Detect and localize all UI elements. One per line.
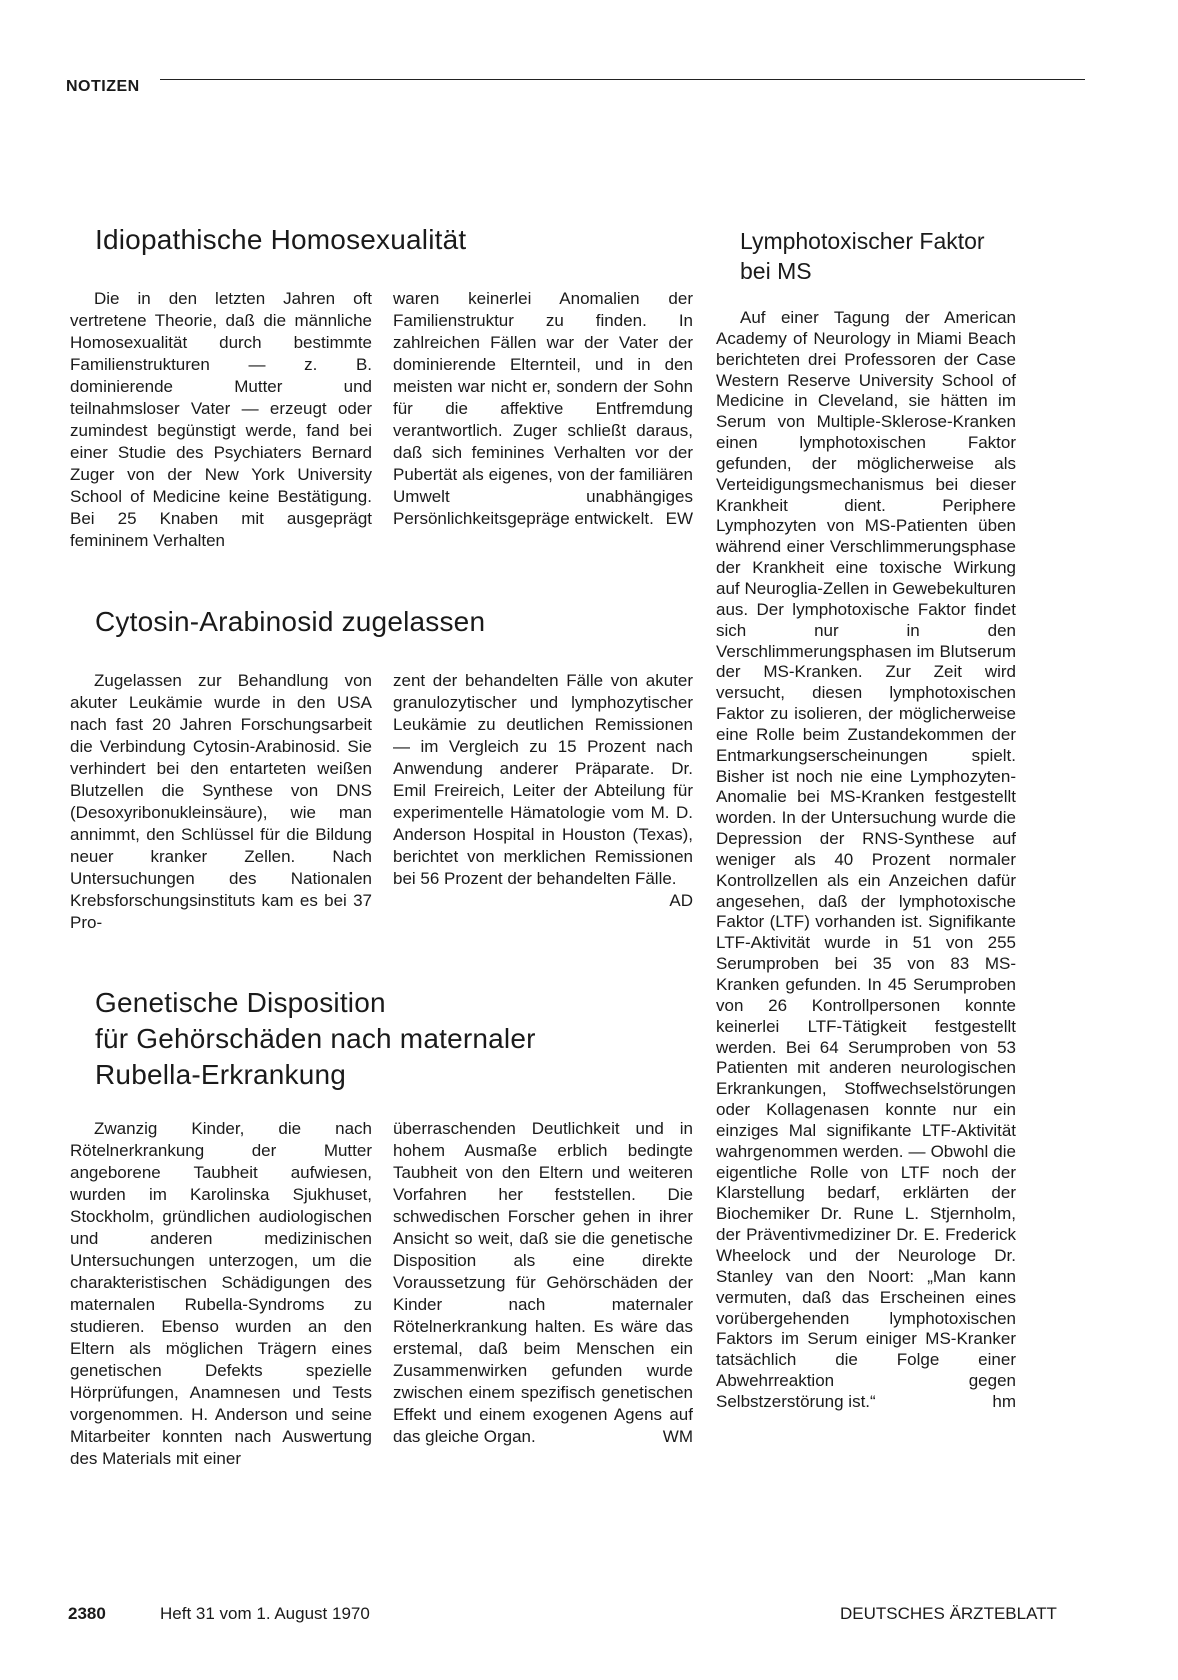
article-text: waren keinerlei Anomalien der Familienstruktur zu finden. In zahlreichen Fällen war der Vater der dominierende Elternteil, und in den meisten war nicht er, sondern der Sohn für die affektive Entfremdung verantwortlich. Zuger schließt daraus, daß sich feminines Verhalten vor der Pubertät als eigenes, von der familiären Umwelt unabhängiges Persönlichkeitsgepräge entwickelt. [393,289,693,528]
sidebar-column [716,308,1016,1413]
article-1-column-2 [393,288,693,530]
article-text: Auf einer Tagung der American Academy of Neurology in Miami Beach berichteten drei Professoren der Case Western Reserve University School of Medicine in Cleveland, sie hätten im Serum von Multiple-Sklerose-Kranken einen lymphotoxischen Faktor gefunden, der möglicherweise als Verteidigungsmechanismus bei dieser Krankheit dient. Periphere Lymphozyten von MS-Patienten üben während einer Verschlimmerungsphase der Krankheit eine toxische Wirkung auf Neuroglia-Zellen in Gewebekulturen aus. Der lymphotoxische Faktor findet sich nur in den Verschlimmerungsphasen im Blutserum der MS-Kranken. Zur Zeit wird versucht, diesen lymphotoxischen Faktor zu isolieren, der möglicherweise eine Rolle beim Zustandekommen der Entmarkungserscheinungen spielt. Bisher ist noch nie eine Lymphozyten-Anomalie bei MS-Kranken festgestellt worden. In der Untersuchung wurde die Depression der RNS-Synthese auf weniger als 40 Prozent normaler Kontrollzellen als ein Anzeichen dafür angesehen, daß der lymphotoxische Faktor (LTF) vorhanden ist. Signifikante LTF-Aktivität wurde in 51 von 255 Serumproben bei 35 von 83 MS-Kranken gefunden. In 45 Serumproben von 26 Kontrollpersonen konnte keinerlei LTF-Tätigkeit festgestellt werden. Bei 64 Serumproben von 53 Patienten mit anderen neurologischen Erkrankungen, Stoffwechselstörungen oder Kollagenasen konnte nur ein einziges Mal signifikante LTF-Aktivität wahrgenommen werden. — Obwohl die eigentliche Rolle von LTF noch der Klarstellung bedarf, erklärten der Biochemiker Dr. Rune L. Stjernholm, der Präventivmediziner Dr. E. Frederick Wheelock und der Neurologe Dr. Stanley van den Noort: „Man kann vermuten, daß das Erscheinen eines vorübergehenden lymphotoxischen Faktors im Serum einiger MS-Kranker tatsächlich die Folge einer Abwehrreaktion gegen Selbstzerstörung ist.“ [716,308,1016,1411]
article-1-column-1 [70,288,372,552]
title-line: Lymphotoxischer Faktor [740,228,985,254]
article-text: Zugelassen zur Behandlung von akuter Leukämie wurde in den USA nach fast 20 Jahren Forschungsarbeit die Verbindung Cytosin-Arabinosid. Sie verhindert bei den entarteten weißen Blutzellen die Synthese von DNS (Desoxyribonukleinsäure), wie man annimmt, den Schlüssel für die Bildung neuer kranker Zellen. Nach Untersuchungen des Nationalen Krebsforschungsinstituts kam es bei 37 Pro- [70,671,372,932]
article-title-homosexualitaet: Idiopathische Homosexualität [95,224,467,255]
author-signature: hm [992,1391,1016,1411]
title-line: Genetische Disposition [95,987,386,1018]
title-line: Rubella-Erkrankung [95,1059,347,1090]
author-signature: AD [669,891,693,910]
author-signature: WM [662,1427,693,1446]
article-2-column-1 [70,670,372,934]
issue-info: Heft 31 vom 1. August 1970 [160,1604,370,1623]
article-title-rubella [95,985,695,1093]
title-line: bei MS [740,258,812,284]
article-title-cytosin: Cytosin-Arabinosid zugelassen [95,606,486,637]
page-number: 2380 [68,1604,106,1623]
article-3-column-2 [393,1118,693,1448]
article-text: überraschenden Deutlichkeit und in hohem Ausmaße erblich bedingte Taubheit von den Eltern und weiteren Vorfahren her feststellen. Die schwedischen Forscher gehen in ihrer Ansicht so weit, daß sie die genetische Disposition als eine direkte Voraussetzung für Gehörschäden der Kinder nach maternaler Rötelnerkrankung halten. Es wäre das erstemal, daß beim Menschen ein Zusammenwirken gefunden wurde zwischen einem spezifisch genetischen Effekt und einem exogenen Agens auf das gleiche Organ. [393,1119,693,1446]
article-text: zent der behandelten Fälle von akuter granulozytischer und lymphozytischer Leukämie zu deutlichen Remissionen — im Vergleich zu 15 Prozent nach Anwendung anderer Präparate. Dr. Emil Freireich, Leiter der Abteilung für experimentelle Hämatologie vom M. D. Anderson Hospital in Houston (Texas), berichtet von merklichen Remissionen bei 56 Prozent der behandelten Fälle. [393,671,693,888]
article-3-column-1 [70,1118,372,1470]
header-rule [160,79,1085,80]
section-label: NOTIZEN [66,78,140,95]
author-signature: EW [665,509,693,528]
article-text: Die in den letzten Jahren oft vertretene Theorie, daß die männliche Homosexualität durch bestimmte Familienstrukturen — z. B. dominierende Mutter und teilnahmsloser Vater — erzeugt oder zumindest begünstigt werde, fand bei einer Studie des Psychiaters Bernard Zuger von der New York University School of Medicine keine Bestätigung. Bei 25 Knaben mit ausgeprägt femininem Verhalten [70,289,372,550]
sidebar-title [740,226,1040,286]
article-2-column-2 [393,670,693,912]
title-line: für Gehörschäden nach maternaler [95,1023,536,1054]
article-text: Zwanzig Kinder, die nach Rötelnerkrankung der Mutter angeborene Taubheit aufwiesen, wurden im Karolinska Sjukhuset, Stockholm, gründlichen audiologischen und anderen medizinischen Untersuchungen unterzogen, um die charakteristischen Schädigungen des maternalen Rubella-Syndroms zu studieren. Ebenso wurden an den Eltern als möglichen Trägern eines genetischen Defekts spezielle Hörprüfungen, Anamnesen und Tests vorgenommen. H. Anderson und seine Mitarbeiter konnten nach Auswertung des Materials mit einer [70,1119,372,1468]
journal-name: DEUTSCHES ÄRZTEBLATT [840,1604,1057,1623]
